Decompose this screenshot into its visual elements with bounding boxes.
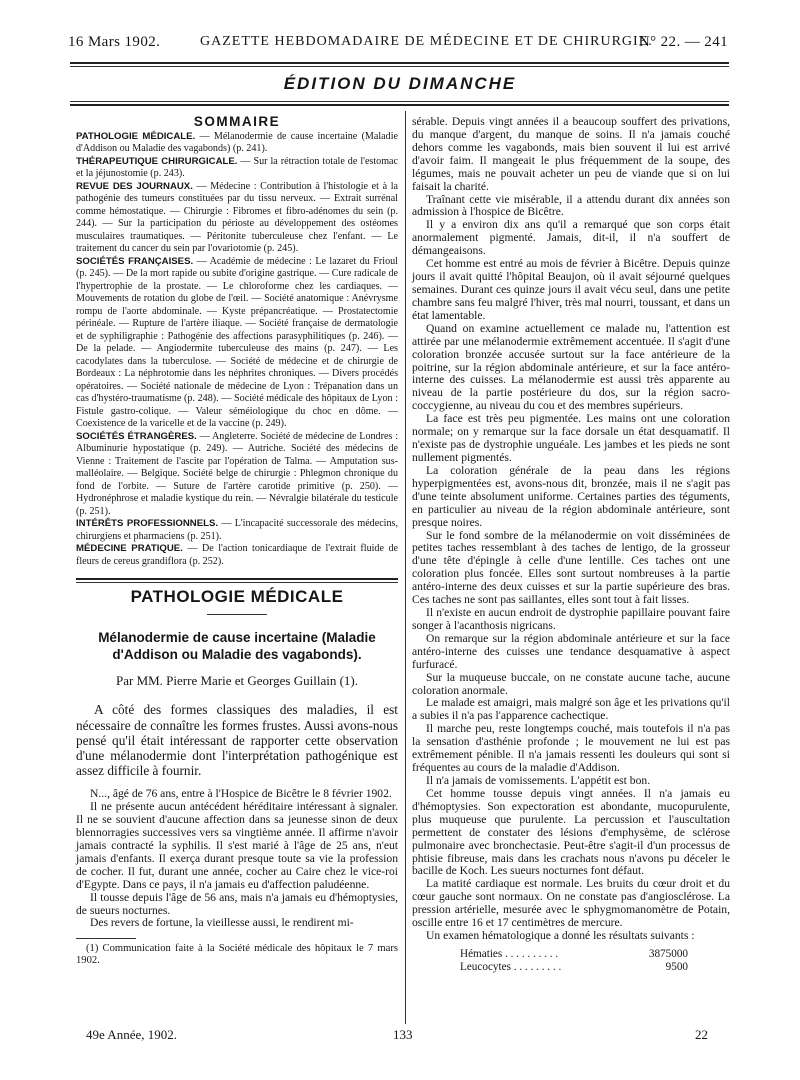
article-paragraph: Le malade est amaigri, mais malgré son âge et les privations qu'il a subies il n'a pas l'apparence cachectique. <box>412 696 730 723</box>
article-paragraph: N..., âgé de 76 ans, entre à l'Hospice de Bicêtre le 8 février 1902. <box>90 787 392 801</box>
sommaire-entry <box>76 518 398 543</box>
sommaire-entry <box>76 131 398 156</box>
section-rule <box>76 578 398 580</box>
edition-rule <box>70 104 729 106</box>
sommaire-entry-heading: SOCIÉTÉS ÉTRANGÈRES. <box>76 430 197 442</box>
sommaire-entry-heading: THÉRAPEUTIQUE CHIRURGICALE. <box>76 155 238 167</box>
article-paragraph: Il ne présente aucun antécédent héréditaire intéressant à signaler. Il ne se souvient d'aucune affection dans sa jeunesse sinon de deux blennorragies successives vers sa vingtième année. Il affirme n'avoir jamais contracté la syphilis. Il s'est marié à l'âge de 25 ans, n'eut jamais d'enfants. Il exerça durant presque toute sa vie la profession de cocher. Il fut, durant une année, cocher au Caire chez le vice-roi d'Egypte. Dans ce pays, il n'a jamais eu d'affection paludéenne. <box>76 800 398 891</box>
sommaire-entry <box>76 543 398 568</box>
footer-folio: 133 <box>393 1027 413 1042</box>
header-rule-thin <box>70 66 729 67</box>
article-paragraph: La coloration générale de la peau dans les régions hyperpigmentées est, avons-nous dit, bronzée, mais il ne s'agit pas d'une teinte absolument uniforme. Certaines parties des téguments, en particulier au niveau de la région abdominale antérieure, sont presque noires. <box>412 463 730 529</box>
header-journal-title: GAZETTE HEBDOMADAIRE DE MÉDECINE ET DE CHIRURGIE. <box>200 34 653 49</box>
footer-issue: 22 <box>695 1027 708 1042</box>
sommaire-entry <box>76 256 398 431</box>
sommaire-entry-text: — L'incapacité successorale des médecins, chirurgiens et pharmaciens (p. 251). <box>76 518 398 542</box>
article-paragraph: Il n'existe en aucun endroit de dystrophie papillaire pouvant faire songer à l'acanthosis nigricans. <box>412 606 730 632</box>
sommaire-entry-text: — Angleterre. Société de médecine de Londres : Albuminurie hypostatique (p. 249). — Autriche. Société des médecins de Vienne : Traitement de l'ascite par l'opération de Talma. — Amputation sus-malléolaire. — Belgique. Société belge de chirurgie : Phlegmon chronique du fond de l'orbite. — Suture de l'artère carotide primitive (p. 250). — Hydronéphrose et maladie kystique du rein. — Névralgie bilatérale du testicule (p. 251). <box>76 430 398 517</box>
table-row-value: 9500 <box>665 961 688 973</box>
sommaire-entry-heading: MÉDECINE PRATIQUE. <box>76 543 183 555</box>
blood-count-table <box>460 948 730 974</box>
article-paragraph: Il marche peu, reste longtemps couché, mais toutefois il n'a pas la sensation d'asthénie profonde ; le mouvement ne lui est pas extrêmement pénible. Il n'a jamais ressenti les douleurs qui sont si fréquentes au cours de la maladie d'Addison. <box>412 722 730 775</box>
table-row <box>460 948 688 961</box>
sommaire-entry-text: — De l'action tonicardiaque de l'extrait fluide de fleurs de cereus grandiflora (p. 252). <box>76 543 398 567</box>
sommaire-entry-text: — Médecine : Contribution à l'histologie et à la pathogénie des tumeurs constituées par du tissu nerveux. — Extrait surrénal comme hémostatique. — Chirurgie : Fibromes et fibro-adénomes du sein (p. 244). — Sur la participation du périoste au développement des ostéomes musculaires traumatiques. — Péritonite tuberculeuse chez l'enfant. — Le traitement du cancer du sein par l'ovariotomie (p. 245). <box>76 180 398 255</box>
article-paragraph: Il y a environ dix ans qu'il a remarqué que son corps était anormalement pigmenté. Jamais, dit-il, il n'a souffert de démangeaisons. <box>412 218 730 258</box>
table-row-label: Leucocytes . . . . . . . . . <box>460 961 562 973</box>
sommaire-entry <box>76 181 398 256</box>
sommaire-entry-text: — Mélanodermie de cause incertaine (Maladie d'Addison ou Maladie des vagabonds) (p. 241). <box>76 130 398 155</box>
left-column <box>76 116 398 967</box>
sommaire-entry-heading: REVUE DES JOURNAUX. <box>76 180 193 192</box>
title-separator <box>207 614 267 615</box>
edition-rule-thin <box>70 101 729 102</box>
article-paragraph: sérable. Depuis vingt années il a beaucoup souffert des privations, du manque d'argent, du manque de soins. Il n'a jamais couché dehors comme les vagabonds, mais bien souvent il lui est arrivé d'avoir faim. Il mangeait le plus fréquemment de la soupe, des légumes, mais ne pouvait acheter un peu de viande que si on lui faisait la charité. <box>412 115 730 193</box>
article-paragraph: La face est très peu pigmentée. Les mains ont une coloration normale; on y remarque sur la face dorsale un état desquamatif. Il n'existe pas de dystrophie unguéale. Les jambes et les pieds ne sont nullement pigmentés. <box>412 412 730 464</box>
sommaire-entry-heading: SOCIÉTÉS FRANÇAISES. <box>76 255 194 267</box>
article-paragraph: Il n'a jamais de vomissements. L'appétit est bon. <box>426 774 651 788</box>
running-header <box>68 34 728 56</box>
header-date: 16 Mars 1902. <box>68 34 161 50</box>
section-title: PATHOLOGIE MÉDICALE <box>130 587 344 607</box>
sommaire-entry <box>76 431 398 519</box>
sommaire-entry-text: — Sur la rétraction totale de l'estomac et la jéjunostomie (p. 243). <box>76 155 399 180</box>
sommaire-entry <box>76 156 398 181</box>
article-paragraph: Sur le fond sombre de la mélanodermie on voit disséminées de petites taches ressemblant à des taches de lentigo, de la grosseur d'une tête d'épingle à celle d'une lentille. Ces taches ont une coloration plus foncée. Elles sont surtout nombreuses à la partie antéro-interne des deux cuisses et sur la partie supérieure des bras. Ces taches ne sont pas saillantes, elles sont tout à fait lisses. <box>412 528 730 607</box>
footer-year: 49e Année, 1902. <box>86 1027 177 1042</box>
sommaire-entry-text: — Académie de médecine : Le lazaret du Frioul (p. 245). — De la mort rapide ou subite d'origine gastrique. — Cure radicale de l'hypertrophie de la prostate. — Le chloroforme chez les cardiaques. — Mouvements de rotation du globe de l'œil. — Société anatomique : Anévrysme rompu de l'aorte abdominale. — Kyste prépancréatique. — Prostatectomie périnéale. — Rupture de l'artère iliaque. — Société française de dermatologie et de syphiligraphie : Pathogénie des affections parasyphilitiques (p. 246). — De la pelade. — Angiodermite tuberculeuse des mains (p. 247). — Les cacodylates dans la tuberculose. — Société de médecine et de chirurgie de Bordeaux : La néphrotomie dans les néphrites chroniques. — Divers procédés opératoires. — Société nationale de médecine de Lyon : Trépanation dans un cas d'hystéro-traumatisme (p. 248). — Société médicale des hôpitaux de Lyon : Fistule gastro-colique. — Valeur séméiologique du choc en dôme. — Coexistence de la varicelle et de la vaccine (p. 249). <box>76 255 398 430</box>
article-paragraph: Un examen hématologique a donné les résultats suivants : <box>426 929 695 943</box>
right-column <box>412 116 730 974</box>
article-paragraph: Il tousse depuis l'âge de 56 ans, mais n'a jamais eu d'hémoptysies, de sueurs nocturnes. <box>76 890 398 917</box>
footnote: (1) Communication faite à la Société médicale des hôpitaux le 7 mars 1902. <box>76 943 398 967</box>
sommaire-entry-heading: INTÉRÊTS PROFESSIONNELS. <box>76 518 219 530</box>
article-paragraph: Quand on examine actuellement ce malade nu, l'attention est attirée par une mélanodermie extrêmement accentuée. Il s'agit d'une coloration bronzée accusée surtout sur la face antérieure de la poitrine, sur la région abdominale antérieure, et sur la face antéro-interne des cuisses. La mélanodermie est aussi très apparente au niveau de la partie postérieure du dos, sur la région sacro-coccygienne, au niveau du cou et des membres supérieurs. <box>412 321 730 413</box>
article-paragraph: On remarque sur la région abdominale antérieure et sur la face antéro-interne des cuisses une tendance desquamative à aspect furfuracé. <box>412 631 730 671</box>
table-row-label: Hématies . . . . . . . . . . <box>460 948 559 960</box>
sommaire-entry-heading: PATHOLOGIE MÉDICALE. <box>76 130 196 142</box>
article-paragraph: Des revers de fortune, la vieillesse aussi, le rendirent mi- <box>90 916 354 930</box>
article-title: Mélanodermie de cause incertaine (Maladie d'Addison ou Maladie des vagabonds). <box>98 630 376 663</box>
table-row <box>460 961 688 974</box>
article-lead: A côté des formes classiques des maladies, il est nécessaire de connaître les formes frustes. Aussi avons-nous pensé qu'il était intéressant de rapporter cette observation d'une mélanodermie dont l'interprétation pathogénique est assez difficile à fournir. <box>76 702 398 779</box>
column-divider <box>405 111 406 1024</box>
article-paragraph: Cet homme est entré au mois de février à Bicêtre. Depuis quinze jours il avait quitté l'hôpital Beaujon, où il avait séjourné quelques semaines. Durant ces quinze jours il avait vécu seul, dans une petite chambre sans feu malgré l'hiver, très mal nourri, toussant, et dans un état lamentable. <box>412 257 730 322</box>
sommaire-title: SOMMAIRE <box>193 114 281 129</box>
article-paragraph: Cet homme tousse depuis vingt années. Il n'a jamais eu d'hémoptysies. Son expectoration est abondante, mucopurulente, plus muqueuse que purulente. La percussion et l'auscultation permettent de constater des lésions d'emphysème, de sclérose pulmonaire avec bronchectasie. Peut-être s'agit-il d'un processus de phtisie fibreuse, mais dans les crachats nous n'avons pu déceler le bacille de Koch. Les sueurs nocturnes font défaut. <box>412 786 730 878</box>
header-issue-page: N° 22. — 241 <box>638 34 728 50</box>
table-row-value: 3875000 <box>648 948 688 960</box>
edition-banner: ÉDITION DU DIMANCHE <box>283 74 517 93</box>
article-paragraph: La matité cardiaque est normale. Les bruits du cœur droit et du cœur gauche sont normaux. On ne constate pas d'angiosclérose. La pression artérielle, mesurée avec le sphygmomanomètre de Potain, oscille entre 16 et 17 centimètres de mercure. <box>412 877 730 930</box>
sommaire-list <box>76 131 398 569</box>
footnote-rule <box>76 938 136 939</box>
section-rule-thin <box>76 582 398 583</box>
article-paragraph: Traînant cette vie misérable, il a attendu durant dix années son admission à l'hospice de Bicêtre. <box>412 192 730 219</box>
header-rule <box>70 62 729 64</box>
article-paragraph: Sur la muqueuse buccale, on ne constate aucune tache, aucune coloration anormale. <box>412 670 730 697</box>
article-byline: Par MM. Pierre Marie et Georges Guillain (1). <box>115 673 358 689</box>
